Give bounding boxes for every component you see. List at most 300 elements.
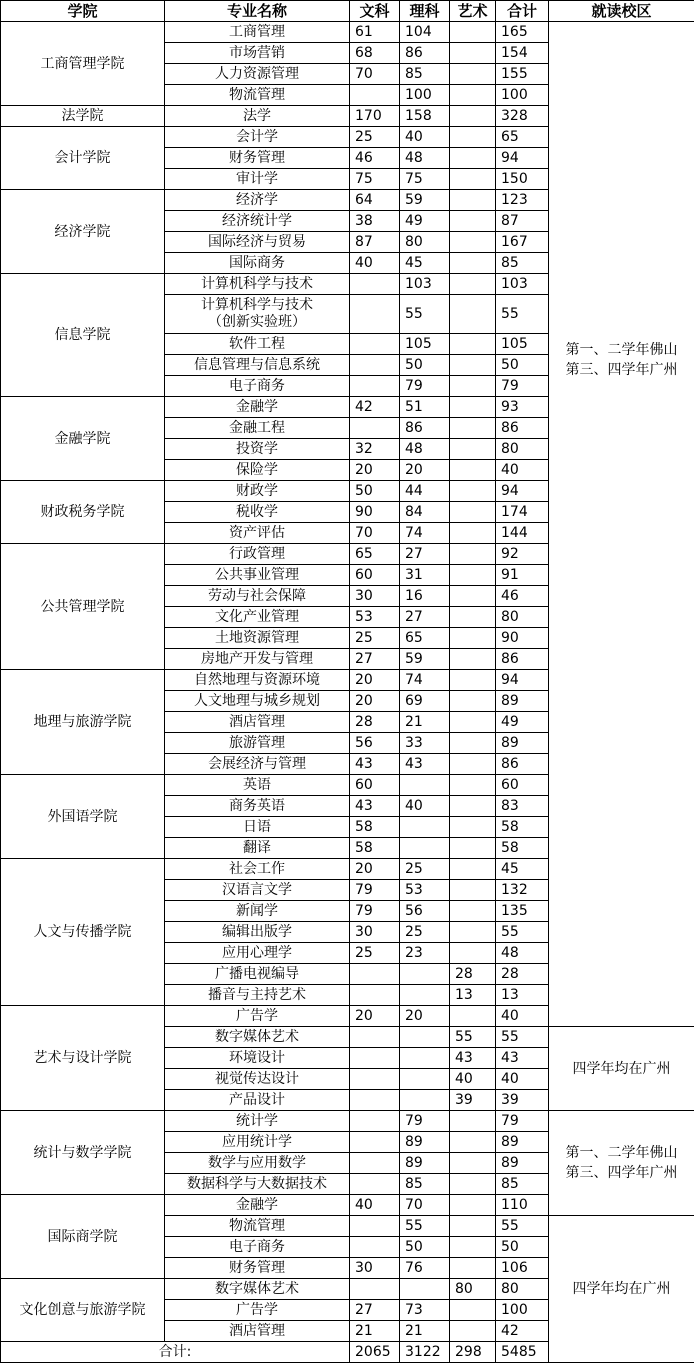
cell-total: 60 — [496, 775, 549, 796]
cell-li: 45 — [400, 253, 450, 274]
cell-total: 94 — [496, 670, 549, 691]
major-name: 金融学 — [165, 1195, 350, 1216]
cell-li: 43 — [400, 754, 450, 775]
cell-yi: 13 — [450, 985, 496, 1006]
header-major: 专业名称 — [165, 1, 350, 22]
cell-li: 20 — [400, 460, 450, 481]
cell-total: 86 — [496, 418, 549, 439]
cell-yi — [450, 295, 496, 334]
major-name: 人力资源管理 — [165, 64, 350, 85]
cell-total: 165 — [496, 22, 549, 43]
cell-li: 48 — [400, 439, 450, 460]
major-name: 广告学 — [165, 1300, 350, 1321]
cell-yi — [450, 232, 496, 253]
major-name: 财务管理 — [165, 148, 350, 169]
cell-yi: 43 — [450, 1048, 496, 1069]
cell-yi — [450, 1237, 496, 1258]
cell-wen — [350, 1069, 400, 1090]
cell-li: 158 — [400, 106, 450, 127]
cell-total: 83 — [496, 796, 549, 817]
major-name: 国际商务 — [165, 253, 350, 274]
cell-li: 79 — [400, 376, 450, 397]
cell-li: 55 — [400, 295, 450, 334]
cell-wen — [350, 376, 400, 397]
cell-li: 50 — [400, 1237, 450, 1258]
cell-wen — [350, 985, 400, 1006]
cell-wen: 43 — [350, 796, 400, 817]
cell-li: 80 — [400, 232, 450, 253]
cell-wen — [350, 1237, 400, 1258]
major-name: 经济学 — [165, 190, 350, 211]
college-name: 信息学院 — [1, 274, 165, 397]
major-name: 保险学 — [165, 460, 350, 481]
major-name: 广播电视编导 — [165, 964, 350, 985]
cell-li: 21 — [400, 1321, 450, 1342]
header-li: 理科 — [400, 1, 450, 22]
cell-wen — [350, 295, 400, 334]
cell-total: 154 — [496, 43, 549, 64]
major-name: 审计学 — [165, 169, 350, 190]
cell-li: 69 — [400, 691, 450, 712]
major-name: 物流管理 — [165, 1216, 350, 1237]
major-name: 会展经济与管理 — [165, 754, 350, 775]
cell-total: 40 — [496, 1006, 549, 1027]
major-name: 翻译 — [165, 838, 350, 859]
cell-wen — [350, 1090, 400, 1111]
cell-yi — [450, 901, 496, 922]
cell-wen: 58 — [350, 838, 400, 859]
college-name: 经济学院 — [1, 190, 165, 274]
cell-total: 100 — [496, 1300, 549, 1321]
cell-wen: 42 — [350, 397, 400, 418]
cell-li: 59 — [400, 649, 450, 670]
major-name: 英语 — [165, 775, 350, 796]
cell-total: 85 — [496, 253, 549, 274]
cell-li: 85 — [400, 1174, 450, 1195]
college-name: 财政税务学院 — [1, 481, 165, 544]
cell-wen — [350, 355, 400, 376]
cell-yi — [450, 1153, 496, 1174]
cell-yi — [450, 274, 496, 295]
cell-yi — [450, 1174, 496, 1195]
cell-li: 40 — [400, 127, 450, 148]
cell-yi — [450, 691, 496, 712]
cell-wen — [350, 964, 400, 985]
cell-wen: 20 — [350, 1006, 400, 1027]
cell-wen: 70 — [350, 64, 400, 85]
cell-li: 44 — [400, 481, 450, 502]
cell-yi — [450, 712, 496, 733]
cell-wen: 75 — [350, 169, 400, 190]
cell-total: 40 — [496, 460, 549, 481]
cell-wen: 79 — [350, 901, 400, 922]
cell-yi — [450, 334, 496, 355]
cell-wen: 20 — [350, 859, 400, 880]
cell-wen: 30 — [350, 1258, 400, 1279]
major-name: 社会工作 — [165, 859, 350, 880]
cell-yi — [450, 43, 496, 64]
cell-li — [400, 1048, 450, 1069]
cell-wen: 68 — [350, 43, 400, 64]
cell-yi — [450, 85, 496, 106]
campus-cell: 第一、二学年佛山 第三、四学年广州 — [549, 1111, 694, 1216]
major-name: 物流管理 — [165, 85, 350, 106]
cell-yi — [450, 523, 496, 544]
major-name: 数据科学与大数据技术 — [165, 1174, 350, 1195]
cell-li — [400, 838, 450, 859]
cell-li: 105 — [400, 334, 450, 355]
cell-wen: 56 — [350, 733, 400, 754]
cell-total: 55 — [496, 922, 549, 943]
cell-total: 58 — [496, 817, 549, 838]
cell-yi — [450, 565, 496, 586]
cell-li: 70 — [400, 1195, 450, 1216]
cell-yi — [450, 64, 496, 85]
major-name: 金融学 — [165, 397, 350, 418]
cell-yi — [450, 148, 496, 169]
cell-total: 135 — [496, 901, 549, 922]
cell-wen: 28 — [350, 712, 400, 733]
college-name: 金融学院 — [1, 397, 165, 481]
cell-total: 91 — [496, 565, 549, 586]
cell-yi — [450, 1195, 496, 1216]
header-row — [1, 1, 694, 22]
major-name: 土地资源管理 — [165, 628, 350, 649]
cell-total: 79 — [496, 376, 549, 397]
cell-yi — [450, 880, 496, 901]
cell-yi — [450, 460, 496, 481]
cell-li: 20 — [400, 1006, 450, 1027]
major-name: 日语 — [165, 817, 350, 838]
cell-wen — [350, 1216, 400, 1237]
major-name: 信息管理与信息系统 — [165, 355, 350, 376]
cell-li: 73 — [400, 1300, 450, 1321]
cell-total: 43 — [496, 1048, 549, 1069]
cell-wen: 30 — [350, 586, 400, 607]
cell-yi — [450, 943, 496, 964]
cell-yi — [450, 355, 496, 376]
major-name: 国际经济与贸易 — [165, 232, 350, 253]
cell-total: 92 — [496, 544, 549, 565]
cell-yi — [450, 628, 496, 649]
major-name: 播音与主持艺术 — [165, 985, 350, 1006]
major-name: 数字媒体艺术 — [165, 1027, 350, 1048]
cell-total: 40 — [496, 1069, 549, 1090]
cell-yi — [450, 481, 496, 502]
cell-total: 28 — [496, 964, 549, 985]
cell-li — [400, 964, 450, 985]
cell-li: 16 — [400, 586, 450, 607]
major-name: 资产评估 — [165, 523, 350, 544]
cell-total: 94 — [496, 148, 549, 169]
campus-cell: 四学年均在广州 — [549, 1027, 694, 1111]
cell-li: 55 — [400, 1216, 450, 1237]
total-yi: 298 — [450, 1342, 496, 1363]
major-name: 行政管理 — [165, 544, 350, 565]
cell-li: 89 — [400, 1153, 450, 1174]
cell-wen: 40 — [350, 253, 400, 274]
cell-wen: 90 — [350, 502, 400, 523]
cell-wen — [350, 1048, 400, 1069]
major-name: 应用统计学 — [165, 1132, 350, 1153]
cell-wen: 30 — [350, 922, 400, 943]
cell-wen — [350, 1111, 400, 1132]
cell-li: 27 — [400, 544, 450, 565]
header-college: 学院 — [1, 1, 165, 22]
cell-total: 13 — [496, 985, 549, 1006]
cell-total: 123 — [496, 190, 549, 211]
college-name: 地理与旅游学院 — [1, 670, 165, 775]
header-yi: 艺术 — [450, 1, 496, 22]
cell-li: 103 — [400, 274, 450, 295]
header-wen: 文科 — [350, 1, 400, 22]
cell-wen: 60 — [350, 565, 400, 586]
major-name: 统计学 — [165, 1111, 350, 1132]
cell-li: 25 — [400, 859, 450, 880]
major-name: 编辑出版学 — [165, 922, 350, 943]
cell-total: 89 — [496, 1153, 549, 1174]
cell-total: 89 — [496, 1132, 549, 1153]
college-name: 法学院 — [1, 106, 165, 127]
major-name: 软件工程 — [165, 334, 350, 355]
cell-yi: 28 — [450, 964, 496, 985]
major-name: 投资学 — [165, 439, 350, 460]
cell-wen: 38 — [350, 211, 400, 232]
cell-yi: 39 — [450, 1090, 496, 1111]
cell-li: 79 — [400, 1111, 450, 1132]
cell-yi — [450, 22, 496, 43]
header-campus: 就读校区 — [549, 1, 694, 22]
major-name: 市场营销 — [165, 43, 350, 64]
college-name: 人文与传播学院 — [1, 859, 165, 1006]
cell-yi — [450, 169, 496, 190]
major-name: 广告学 — [165, 1006, 350, 1027]
cell-yi — [450, 838, 496, 859]
major-name: 人文地理与城乡规划 — [165, 691, 350, 712]
cell-yi — [450, 1321, 496, 1342]
cell-yi: 55 — [450, 1027, 496, 1048]
major-name: 财务管理 — [165, 1258, 350, 1279]
cell-total: 106 — [496, 1258, 549, 1279]
major-name: 自然地理与资源环境 — [165, 670, 350, 691]
cell-yi — [450, 775, 496, 796]
cell-li: 59 — [400, 190, 450, 211]
major-name: 房地产开发与管理 — [165, 649, 350, 670]
cell-li: 21 — [400, 712, 450, 733]
cell-wen: 53 — [350, 607, 400, 628]
cell-total: 46 — [496, 586, 549, 607]
cell-yi — [450, 190, 496, 211]
major-name: 电子商务 — [165, 1237, 350, 1258]
cell-wen: 20 — [350, 670, 400, 691]
cell-wen — [350, 1153, 400, 1174]
major-name: 计算机科学与技术 — [165, 274, 350, 295]
major-name: 财政学 — [165, 481, 350, 502]
cell-li: 89 — [400, 1132, 450, 1153]
cell-total: 144 — [496, 523, 549, 544]
cell-total: 65 — [496, 127, 549, 148]
cell-total: 132 — [496, 880, 549, 901]
table-row — [1, 1111, 694, 1132]
cell-li — [400, 985, 450, 1006]
cell-li: 100 — [400, 85, 450, 106]
cell-li: 104 — [400, 22, 450, 43]
major-name: 文化产业管理 — [165, 607, 350, 628]
major-name: 酒店管理 — [165, 1321, 350, 1342]
major-name: 商务英语 — [165, 796, 350, 817]
cell-yi — [450, 1006, 496, 1027]
cell-yi — [450, 502, 496, 523]
cell-wen: 21 — [350, 1321, 400, 1342]
cell-total: 87 — [496, 211, 549, 232]
cell-li: 40 — [400, 796, 450, 817]
cell-total: 55 — [496, 1216, 549, 1237]
cell-wen: 60 — [350, 775, 400, 796]
cell-wen — [350, 274, 400, 295]
major-name: 公共事业管理 — [165, 565, 350, 586]
cell-yi — [450, 211, 496, 232]
college-name: 艺术与设计学院 — [1, 1006, 165, 1111]
cell-li — [400, 1069, 450, 1090]
cell-wen: 25 — [350, 628, 400, 649]
total-li: 3122 — [400, 1342, 450, 1363]
cell-yi — [450, 586, 496, 607]
cell-wen: 170 — [350, 106, 400, 127]
cell-total: 103 — [496, 274, 549, 295]
cell-total: 90 — [496, 628, 549, 649]
cell-yi — [450, 1300, 496, 1321]
cell-wen: 20 — [350, 691, 400, 712]
major-name: 劳动与社会保障 — [165, 586, 350, 607]
cell-wen — [350, 1132, 400, 1153]
major-name: 数字媒体艺术 — [165, 1279, 350, 1300]
cell-wen: 20 — [350, 460, 400, 481]
total-wen: 2065 — [350, 1342, 400, 1363]
cell-wen: 43 — [350, 754, 400, 775]
major-name: 旅游管理 — [165, 733, 350, 754]
campus-cell: 四学年均在广州 — [549, 1216, 694, 1363]
cell-li: 27 — [400, 607, 450, 628]
cell-li: 65 — [400, 628, 450, 649]
cell-total: 89 — [496, 691, 549, 712]
cell-total: 155 — [496, 64, 549, 85]
major-name: 电子商务 — [165, 376, 350, 397]
cell-total: 48 — [496, 943, 549, 964]
cell-total: 80 — [496, 607, 549, 628]
college-name: 会计学院 — [1, 127, 165, 190]
college-name: 文化创意与旅游学院 — [1, 1279, 165, 1342]
cell-yi — [450, 1258, 496, 1279]
cell-wen: 58 — [350, 817, 400, 838]
cell-total: 105 — [496, 334, 549, 355]
cell-total: 110 — [496, 1195, 549, 1216]
cell-li: 75 — [400, 169, 450, 190]
major-name: 数学与应用数学 — [165, 1153, 350, 1174]
major-name: 酒店管理 — [165, 712, 350, 733]
cell-wen — [350, 1174, 400, 1195]
cell-wen: 27 — [350, 1300, 400, 1321]
cell-total: 55 — [496, 1027, 549, 1048]
cell-li — [400, 1027, 450, 1048]
cell-wen — [350, 85, 400, 106]
major-name: 工商管理 — [165, 22, 350, 43]
cell-total: 150 — [496, 169, 549, 190]
major-name: 法学 — [165, 106, 350, 127]
cell-wen: 27 — [350, 649, 400, 670]
major-name: 金融工程 — [165, 418, 350, 439]
total-label: 合计: — [1, 1342, 350, 1363]
college-name: 国际商学院 — [1, 1195, 165, 1279]
major-name: 计算机科学与技术 （创新实验班） — [165, 295, 350, 334]
cell-yi — [450, 922, 496, 943]
cell-total: 39 — [496, 1090, 549, 1111]
cell-total: 328 — [496, 106, 549, 127]
major-name: 新闻学 — [165, 901, 350, 922]
cell-total: 85 — [496, 1174, 549, 1195]
cell-yi — [450, 376, 496, 397]
cell-total: 50 — [496, 1237, 549, 1258]
cell-yi — [450, 859, 496, 880]
campus-cell: 第一、二学年佛山 第三、四学年广州 — [549, 22, 694, 1027]
cell-yi — [450, 649, 496, 670]
cell-total: 174 — [496, 502, 549, 523]
header-total: 合计 — [496, 1, 549, 22]
cell-total: 50 — [496, 355, 549, 376]
cell-total: 167 — [496, 232, 549, 253]
cell-total: 45 — [496, 859, 549, 880]
cell-total: 79 — [496, 1111, 549, 1132]
cell-yi — [450, 607, 496, 628]
cell-yi — [450, 253, 496, 274]
cell-yi — [450, 1216, 496, 1237]
cell-li: 51 — [400, 397, 450, 418]
cell-li — [400, 817, 450, 838]
major-name: 税收学 — [165, 502, 350, 523]
cell-total: 49 — [496, 712, 549, 733]
cell-wen: 87 — [350, 232, 400, 253]
cell-yi — [450, 418, 496, 439]
cell-yi — [450, 106, 496, 127]
cell-total: 86 — [496, 649, 549, 670]
cell-li: 31 — [400, 565, 450, 586]
cell-li: 50 — [400, 355, 450, 376]
cell-li: 53 — [400, 880, 450, 901]
cell-total: 100 — [496, 85, 549, 106]
cell-total: 80 — [496, 439, 549, 460]
cell-yi — [450, 127, 496, 148]
cell-li: 33 — [400, 733, 450, 754]
cell-li: 86 — [400, 43, 450, 64]
major-name: 视觉传达设计 — [165, 1069, 350, 1090]
cell-total: 94 — [496, 481, 549, 502]
cell-wen — [350, 418, 400, 439]
cell-total: 55 — [496, 295, 549, 334]
major-name: 应用心理学 — [165, 943, 350, 964]
cell-yi — [450, 397, 496, 418]
cell-wen — [350, 1279, 400, 1300]
cell-yi — [450, 754, 496, 775]
cell-total: 58 — [496, 838, 549, 859]
cell-li: 85 — [400, 64, 450, 85]
cell-li: 86 — [400, 418, 450, 439]
cell-li — [400, 775, 450, 796]
cell-li: 84 — [400, 502, 450, 523]
cell-wen — [350, 1027, 400, 1048]
table-row — [1, 22, 694, 43]
cell-li: 49 — [400, 211, 450, 232]
cell-yi — [450, 1111, 496, 1132]
college-name: 工商管理学院 — [1, 22, 165, 106]
